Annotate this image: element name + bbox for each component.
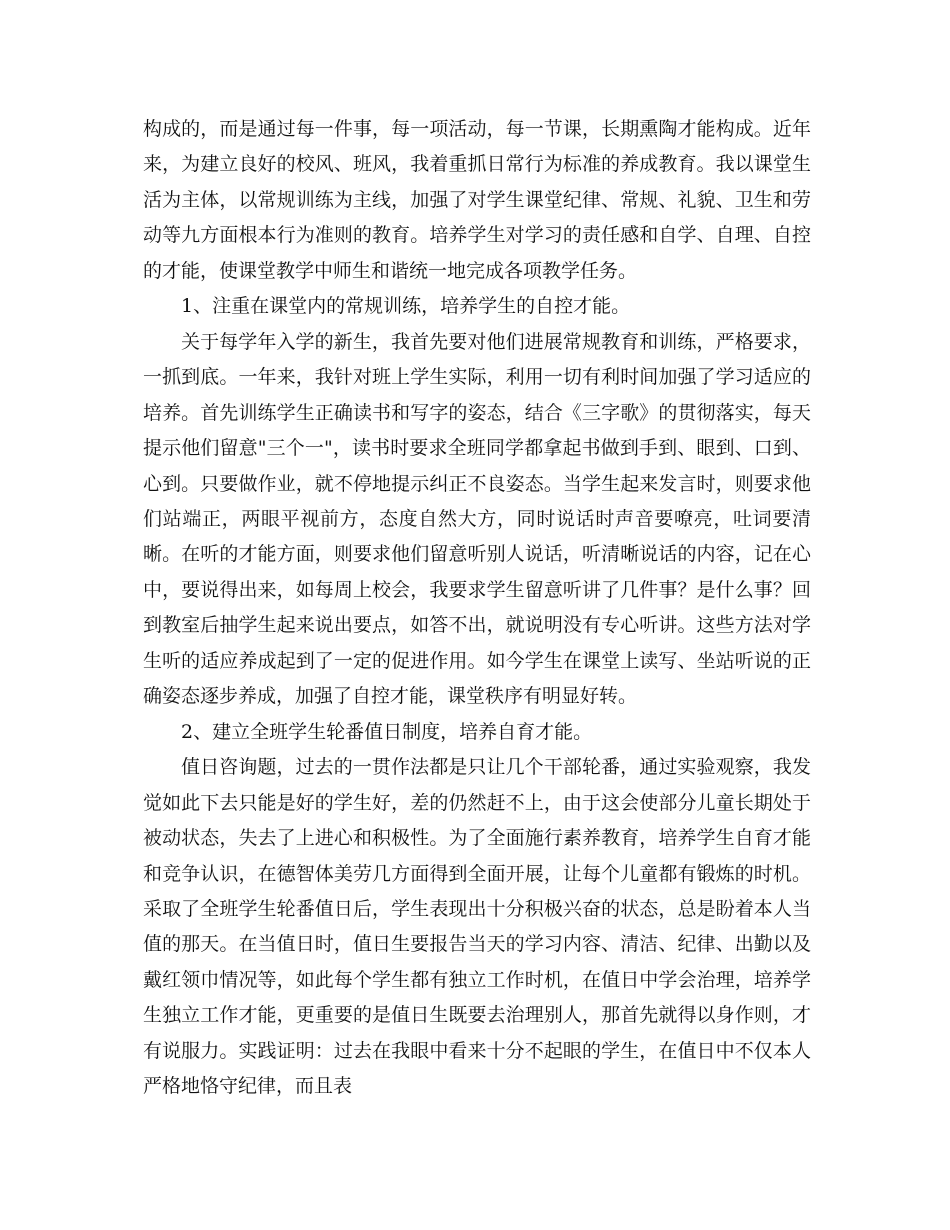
paragraph-1: 构成的，而是通过每一件事，每一项活动，每一节课，长期熏陶才能构成。近年来，为建立良好的校风、班风，我着重抓日常行为标准的养成教育。我以课堂生活为主体，以常规训练为主线，加强了对学生课堂纪律、常规、礼貌、卫生和劳动等九方面根本行为准则的教育。培养学生对学习的责任感和自学、自理、自控的才能，使课堂教学中师生和谐统一地完成各项教学任务。	[143, 118, 811, 282]
paragraph-3: 值日咨询题，过去的一贯作法都是只让几个干部轮番，通过实验观察，我发觉如此下去只能是好的学生好，差的仍然赶不上，由于这会使部分儿童长期处于被动状态，失去了上进心和积极性。为了全面施行素养教育，培养学生自育才能和竞争认识，在德智体美劳几方面得到全面开展，让每个儿童都有锻炼的时机。采取了全班学生轮番值日后，学生表现出十分积极兴奋的状态，总是盼着本人当值的那天。在当值日时，值日生要报告当天的学习内容、清洁、纪律、出勤以及戴红领巾情况等，如此每个学生都有独立工作时机，在值日中学会治理，培养学生独立工作才能，更重要的是值日生既要去治理别人，那首先就得以身作则，才有说服力。实践证明：过去在我眼中看来十分不起眼的学生，在值日中不仅本人严格地恪守纪律，而且表	[143, 756, 811, 1098]
section-heading-2: 2、建立全班学生轮番值日制度，培养自育才能。	[181, 720, 593, 743]
section-heading-1: 1、注重在课堂内的常规训练，培养学生的自控才能。	[181, 295, 631, 318]
document-body	[143, 112, 811, 1105]
paragraph-2: 关于每学年入学的新生，我首先要对他们进展常规教育和训练，严格要求，一抓到底。一年来，我针对班上学生实际，利用一切有利时间加强了学习适应的培养。首先训练学生正确读书和写字的姿态，结合《三字歌》的贯彻落实，每天提示他们留意"三个一"，读书时要求全班同学都拿起书做到手到、眼到、口到、心到。只要做作业，就不停地提示纠正不良姿态。当学生起来发言时，则要求他们站端正，两眼平视前方，态度自然大方，同时说话时声音要嘹亮，吐词要清晰。在听的才能方面，则要求他们留意听别人说话，听清晰说话的内容，记在心中，要说得出来，如每周上校会，我要求学生留意听讲了几件事？是什么事？回到教室后抽学生起来说出要点，如答不出，就说明没有专心听讲。这些方法对学生听的适应养成起到了一定的促进作用。如今学生在课堂上读写、坐站听说的正确姿态逐步养成，加强了自控才能，课堂秩序有明显好转。	[143, 330, 811, 708]
